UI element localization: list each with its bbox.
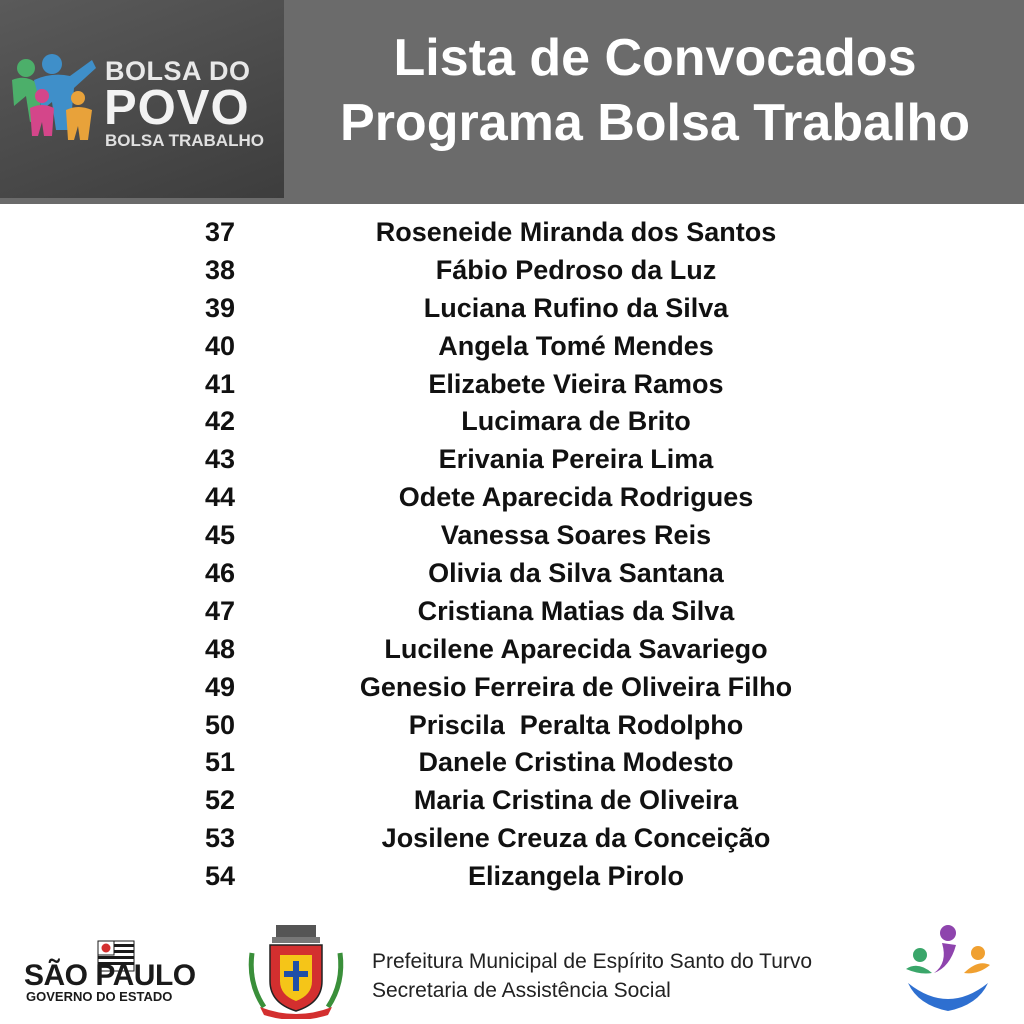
list-item-name: Genesio Ferreira de Oliveira Filho	[359, 671, 793, 702]
list-item	[0, 823, 1024, 861]
logo-text-povo: POVO	[104, 81, 250, 135]
municipal-coat-of-arms-icon	[242, 923, 350, 1019]
logo-text-bolsa-trabalho: BOLSA TRABALHO	[105, 131, 264, 150]
list-item-number: 44	[204, 482, 236, 513]
list-item-name: Fábio Pedroso da Luz	[435, 254, 717, 285]
list-item	[0, 785, 1024, 823]
list-item-name: Lucimara de Brito	[461, 406, 691, 437]
footer	[0, 915, 1024, 1024]
family-figures-icon	[8, 50, 100, 146]
social-assistance-logo-icon	[898, 923, 998, 1019]
list-item-name: Elizabete Vieira Ramos	[428, 368, 724, 399]
list-item-name: Cristiana Matias da Silva	[417, 595, 735, 626]
logo-text-bolsa-do: BOLSA DO	[105, 56, 251, 86]
list-item-number: 41	[204, 368, 236, 399]
sao-paulo-logo-text: SÃO PAULO	[24, 959, 196, 992]
list-item-number: 42	[204, 406, 236, 437]
list-item	[0, 861, 1024, 899]
list-item-name: Josilene Creuza da Conceição	[381, 823, 771, 854]
list-item	[0, 482, 1024, 520]
list-item	[0, 293, 1024, 331]
header-banner	[0, 0, 1024, 204]
list-item-number: 38	[204, 254, 236, 285]
list-item-number: 39	[204, 292, 236, 323]
list-item	[0, 634, 1024, 672]
list-item-name: Lucilene Aparecida Savariego	[384, 633, 768, 664]
list-item-number: 53	[204, 823, 236, 854]
list-item-number: 46	[204, 558, 236, 589]
list-item-name: Odete Aparecida Rodrigues	[398, 482, 754, 513]
list-item-name: Luciana Rufino da Silva	[423, 292, 729, 323]
list-item-number: 47	[204, 595, 236, 626]
list-item-number: 54	[204, 861, 236, 892]
list-item	[0, 217, 1024, 255]
list-item	[0, 747, 1024, 785]
list-item-name: Erivania Pereira Lima	[438, 444, 714, 475]
page-title-line1: Lista de Convocados	[393, 29, 917, 87]
list-item-number: 52	[204, 785, 236, 816]
list-item-name: Olivia da Silva Santana	[428, 558, 724, 589]
list-item-number: 49	[204, 671, 236, 702]
governo-do-estado-text: GOVERNO DO ESTADO	[26, 989, 173, 1004]
list-item-name: Priscila Peralta Rodolpho	[408, 709, 744, 740]
list-item-name: Vanessa Soares Reis	[440, 520, 712, 551]
convocados-list	[0, 217, 1024, 899]
list-item	[0, 672, 1024, 710]
list-item-number: 40	[204, 330, 236, 361]
list-item-number: 45	[204, 520, 236, 551]
list-item	[0, 331, 1024, 369]
list-item	[0, 444, 1024, 482]
prefeitura-text: Prefeitura Municipal de Espírito Santo do Turvo	[372, 950, 813, 973]
list-item-number: 37	[204, 217, 236, 247]
list-item-name: Angela Tomé Mendes	[438, 330, 714, 361]
list-item	[0, 710, 1024, 748]
list-item-number: 51	[204, 747, 236, 778]
page-title-line2: Programa Bolsa Trabalho	[340, 94, 970, 152]
bolsa-do-povo-logo	[0, 0, 284, 198]
list-item	[0, 406, 1024, 444]
list-item	[0, 520, 1024, 558]
list-item	[0, 558, 1024, 596]
list-item-number: 43	[204, 444, 236, 475]
list-item-number: 48	[204, 633, 236, 664]
list-item-name: Elizangela Pirolo	[467, 861, 685, 892]
list-item-name: Danele Cristina Modesto	[418, 747, 734, 778]
list-item	[0, 369, 1024, 407]
list-item	[0, 255, 1024, 293]
list-item-name: Maria Cristina de Oliveira	[413, 785, 739, 816]
secretaria-text: Secretaria de Assistência Social	[372, 979, 671, 1002]
list-item-name: Roseneide Miranda dos Santos	[375, 217, 777, 247]
list-item	[0, 596, 1024, 634]
list-item-number: 50	[204, 709, 236, 740]
